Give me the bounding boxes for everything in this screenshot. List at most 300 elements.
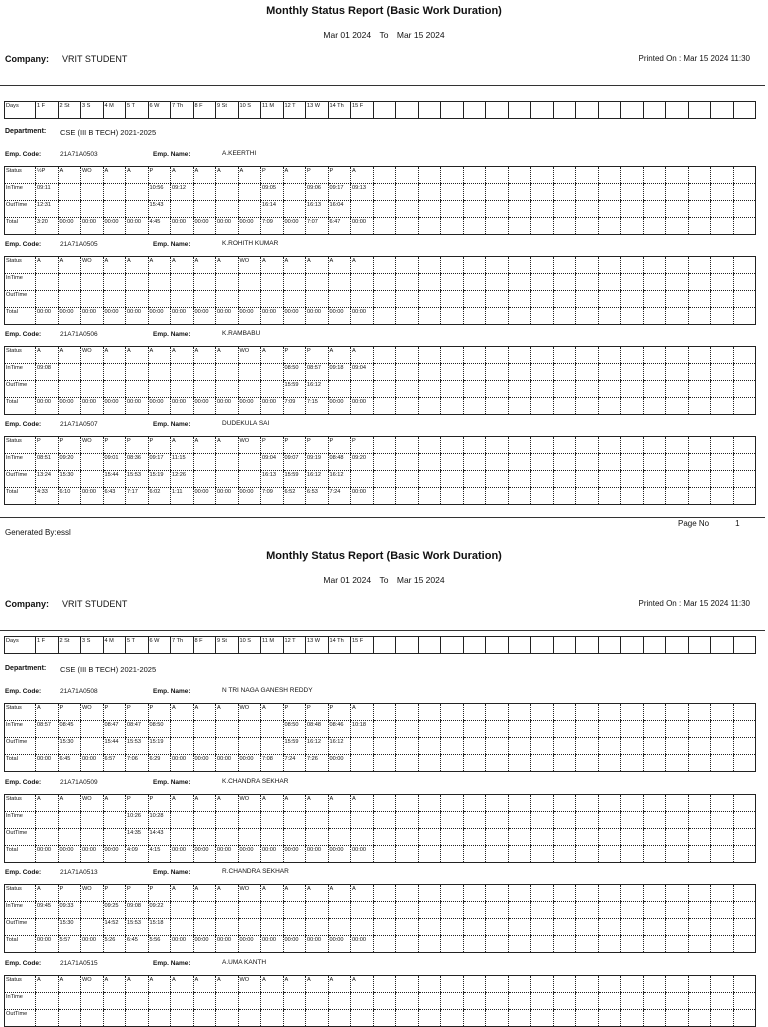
- day-cell-empty: [733, 721, 756, 738]
- day-cell-empty: [396, 488, 419, 505]
- day-cell-empty: [441, 184, 464, 201]
- day-cell: A: [36, 347, 59, 364]
- day-cell-empty: [463, 488, 486, 505]
- day-cell: 10:28: [148, 812, 171, 829]
- day-cell: 15:30: [58, 919, 81, 936]
- day-cell: P: [148, 437, 171, 454]
- row-label: OutTime: [5, 381, 36, 398]
- day-header: 2 St: [58, 102, 81, 119]
- day-cell-empty: [396, 308, 419, 325]
- day-header-empty: [643, 102, 666, 119]
- day-cell-empty: [373, 274, 396, 291]
- day-cell: P: [351, 437, 374, 454]
- day-cell: 00:00: [171, 398, 194, 415]
- day-cell-empty: [396, 704, 419, 721]
- total-row: [5, 488, 756, 505]
- day-cell-empty: [463, 184, 486, 201]
- day-cell: [306, 919, 329, 936]
- day-cell: A: [283, 976, 306, 993]
- day-cell-empty: [418, 381, 441, 398]
- day-cell-empty: [643, 201, 666, 218]
- emp-code-label: Emp. Code:: [5, 960, 42, 967]
- day-cell: 12:26: [171, 471, 194, 488]
- day-cell-empty: [418, 846, 441, 863]
- day-cell-empty: [463, 454, 486, 471]
- day-cell: [126, 993, 149, 1010]
- day-cell-empty: [576, 488, 599, 505]
- day-cell-empty: [553, 347, 576, 364]
- day-cell: WO: [238, 704, 261, 721]
- total-row: [5, 218, 756, 235]
- day-cell-empty: [441, 885, 464, 902]
- day-header-empty: [666, 637, 689, 654]
- day-cell-empty: [553, 976, 576, 993]
- day-cell: 00:00: [103, 218, 126, 235]
- day-cell: P: [126, 704, 149, 721]
- day-header-empty: [666, 102, 689, 119]
- day-cell-empty: [486, 721, 509, 738]
- day-cell: 08:50: [148, 721, 171, 738]
- day-cell-empty: [441, 437, 464, 454]
- day-cell: [103, 274, 126, 291]
- day-cell: [283, 902, 306, 919]
- day-cell: 12:31: [36, 201, 59, 218]
- printed-on: Printed On : Mar 15 2024 11:30: [638, 599, 750, 608]
- day-cell-empty: [576, 919, 599, 936]
- period-to: Mar 15 2024: [396, 30, 445, 40]
- day-cell-empty: [643, 167, 666, 184]
- day-cell-empty: [463, 829, 486, 846]
- day-cell-empty: [463, 364, 486, 381]
- day-cell-empty: [508, 381, 531, 398]
- day-cell: [238, 364, 261, 381]
- day-cell: 09:12: [171, 184, 194, 201]
- day-cell-empty: [396, 721, 419, 738]
- day-cell: 00:00: [351, 846, 374, 863]
- day-cell-empty: [643, 936, 666, 953]
- day-cell: [306, 812, 329, 829]
- attendance-table: [4, 703, 756, 772]
- day-cell-empty: [508, 257, 531, 274]
- day-cell-empty: [621, 167, 644, 184]
- day-cell-empty: [666, 885, 689, 902]
- day-cell: [351, 902, 374, 919]
- day-cell-empty: [733, 364, 756, 381]
- day-cell: 15:44: [103, 471, 126, 488]
- intime-row: [5, 812, 756, 829]
- day-cell: 08:57: [306, 364, 329, 381]
- day-cell: A: [193, 257, 216, 274]
- day-cell: [261, 721, 284, 738]
- day-cell-empty: [621, 471, 644, 488]
- row-label: OutTime: [5, 738, 36, 755]
- day-cell: 16:12: [328, 738, 351, 755]
- day-cell-empty: [576, 738, 599, 755]
- day-cell-empty: [531, 812, 554, 829]
- day-cell: A: [328, 976, 351, 993]
- day-cell: A: [36, 795, 59, 812]
- day-header: 13 W: [306, 637, 329, 654]
- day-cell-empty: [463, 902, 486, 919]
- day-cell: A: [193, 976, 216, 993]
- day-cell: [351, 381, 374, 398]
- day-header-empty: [463, 102, 486, 119]
- status-row: [5, 167, 756, 184]
- day-cell-empty: [688, 347, 711, 364]
- day-cell-empty: [396, 274, 419, 291]
- day-cell-empty: [643, 291, 666, 308]
- day-cell-empty: [373, 437, 396, 454]
- day-cell: 10:18: [351, 721, 374, 738]
- day-cell: 09:33: [58, 902, 81, 919]
- day-cell-empty: [508, 167, 531, 184]
- day-header-empty: [711, 102, 734, 119]
- day-cell-empty: [711, 201, 734, 218]
- day-cell-empty: [711, 919, 734, 936]
- day-cell: WO: [81, 795, 104, 812]
- day-cell-empty: [621, 488, 644, 505]
- day-cell: 00:00: [81, 218, 104, 235]
- day-cell-empty: [666, 437, 689, 454]
- day-cell-empty: [576, 437, 599, 454]
- emp-code-label: Emp. Code:: [5, 869, 42, 876]
- day-cell-empty: [463, 812, 486, 829]
- day-cell-empty: [463, 167, 486, 184]
- day-cell-empty: [666, 381, 689, 398]
- day-header-empty: [531, 102, 554, 119]
- day-cell: P: [283, 347, 306, 364]
- day-cell: 14:35: [126, 829, 149, 846]
- day-cell-empty: [418, 488, 441, 505]
- day-cell: A: [328, 885, 351, 902]
- day-cell-empty: [598, 755, 621, 772]
- day-cell-empty: [486, 291, 509, 308]
- day-cell: [351, 291, 374, 308]
- day-cell: A: [193, 704, 216, 721]
- day-cell-empty: [441, 755, 464, 772]
- day-cell-empty: [463, 308, 486, 325]
- day-cell: [283, 993, 306, 1010]
- day-cell-empty: [598, 218, 621, 235]
- day-cell: 6:10: [58, 488, 81, 505]
- row-label: Status: [5, 437, 36, 454]
- day-cell: A: [103, 795, 126, 812]
- day-cell-empty: [711, 471, 734, 488]
- day-cell-empty: [441, 398, 464, 415]
- day-cell: [171, 919, 194, 936]
- day-cell: 08:48: [328, 454, 351, 471]
- day-cell-empty: [688, 184, 711, 201]
- day-header: 11 M: [261, 637, 284, 654]
- day-cell-empty: [418, 919, 441, 936]
- day-cell: [328, 919, 351, 936]
- day-cell: WO: [238, 347, 261, 364]
- day-cell: [81, 471, 104, 488]
- attendance-table: [4, 794, 756, 863]
- day-cell-empty: [666, 274, 689, 291]
- emp-code-label: Emp. Code:: [5, 331, 42, 338]
- day-cell-empty: [576, 274, 599, 291]
- day-cell-empty: [508, 902, 531, 919]
- day-cell-empty: [711, 846, 734, 863]
- day-cell: 00:00: [351, 398, 374, 415]
- day-cell-empty: [373, 812, 396, 829]
- day-cell: 00:00: [306, 308, 329, 325]
- day-cell-empty: [373, 488, 396, 505]
- day-cell-empty: [711, 454, 734, 471]
- day-cell-empty: [688, 454, 711, 471]
- day-cell: [193, 721, 216, 738]
- period-from: Mar 01 2024: [323, 30, 372, 40]
- day-cell: 00:00: [328, 308, 351, 325]
- day-cell: 00:00: [328, 846, 351, 863]
- day-cell: A: [283, 795, 306, 812]
- day-cell: 6:52: [283, 488, 306, 505]
- emp-code-label: Emp. Code:: [5, 241, 42, 248]
- day-cell: A: [261, 885, 284, 902]
- day-cell-empty: [553, 829, 576, 846]
- day-cell-empty: [508, 829, 531, 846]
- day-cell: P: [306, 704, 329, 721]
- day-header-empty: [486, 102, 509, 119]
- day-cell: 16:14: [261, 201, 284, 218]
- day-cell-empty: [373, 167, 396, 184]
- day-cell-empty: [396, 381, 419, 398]
- day-cell-empty: [396, 398, 419, 415]
- day-cell: [283, 829, 306, 846]
- day-header-empty: [418, 102, 441, 119]
- day-cell-empty: [531, 291, 554, 308]
- day-cell: [103, 993, 126, 1010]
- day-cell-empty: [688, 308, 711, 325]
- day-cell: 15:19: [148, 471, 171, 488]
- day-cell: 00:00: [193, 488, 216, 505]
- day-cell: [306, 274, 329, 291]
- period-to-label: To: [379, 575, 389, 585]
- day-cell-empty: [688, 398, 711, 415]
- day-cell: A: [126, 347, 149, 364]
- day-cell: [103, 381, 126, 398]
- day-cell-empty: [463, 795, 486, 812]
- day-cell-empty: [531, 398, 554, 415]
- day-cell-empty: [733, 976, 756, 993]
- day-cell-empty: [576, 257, 599, 274]
- day-cell-empty: [418, 454, 441, 471]
- day-cell-empty: [733, 919, 756, 936]
- day-cell: 4:33: [36, 488, 59, 505]
- day-cell-empty: [441, 257, 464, 274]
- day-cell-empty: [418, 902, 441, 919]
- day-cell-empty: [463, 993, 486, 1010]
- day-cell-empty: [643, 218, 666, 235]
- day-cell: P: [103, 885, 126, 902]
- day-cell: [351, 919, 374, 936]
- day-cell: 00:00: [193, 218, 216, 235]
- day-cell: A: [171, 437, 194, 454]
- day-cell: [81, 381, 104, 398]
- day-cell-empty: [553, 381, 576, 398]
- day-cell: [171, 738, 194, 755]
- row-label: InTime: [5, 364, 36, 381]
- day-cell-empty: [441, 993, 464, 1010]
- day-cell-empty: [553, 364, 576, 381]
- day-cell-empty: [621, 738, 644, 755]
- day-cell-empty: [688, 471, 711, 488]
- day-cell-empty: [598, 885, 621, 902]
- day-cell-empty: [733, 167, 756, 184]
- day-cell-empty: [418, 274, 441, 291]
- day-cell: WO: [81, 167, 104, 184]
- day-cell-empty: [418, 364, 441, 381]
- day-cell-empty: [598, 308, 621, 325]
- day-cell-empty: [418, 398, 441, 415]
- day-cell: [36, 291, 59, 308]
- day-cell-empty: [441, 704, 464, 721]
- day-cell: 08:50: [283, 364, 306, 381]
- day-cell: [238, 829, 261, 846]
- row-label: Status: [5, 347, 36, 364]
- day-cell-empty: [418, 291, 441, 308]
- day-header: 10 S: [238, 102, 261, 119]
- day-cell-empty: [508, 846, 531, 863]
- day-cell-empty: [463, 398, 486, 415]
- day-cell-empty: [486, 167, 509, 184]
- day-cell: 6:53: [306, 488, 329, 505]
- day-cell-empty: [508, 795, 531, 812]
- day-cell-empty: [441, 829, 464, 846]
- day-cell: A: [306, 257, 329, 274]
- day-cell: [216, 829, 239, 846]
- day-cell: WO: [81, 257, 104, 274]
- day-cell: P: [126, 437, 149, 454]
- day-cell-empty: [396, 902, 419, 919]
- day-cell-empty: [576, 454, 599, 471]
- day-cell: A: [126, 167, 149, 184]
- day-cell-empty: [666, 347, 689, 364]
- day-cell-empty: [441, 347, 464, 364]
- day-cell-empty: [598, 846, 621, 863]
- day-cell-empty: [688, 364, 711, 381]
- emp-code-label: Emp. Code:: [5, 421, 42, 428]
- day-cell: [306, 291, 329, 308]
- day-cell-empty: [711, 829, 734, 846]
- status-row: [5, 437, 756, 454]
- day-cell: 00:00: [216, 755, 239, 772]
- day-cell: 14:52: [103, 919, 126, 936]
- day-cell-empty: [733, 936, 756, 953]
- day-cell-empty: [576, 829, 599, 846]
- day-cell: 09:05: [261, 184, 284, 201]
- day-cell: [328, 902, 351, 919]
- day-cell: [81, 184, 104, 201]
- day-cell-empty: [733, 291, 756, 308]
- day-cell: 00:00: [81, 936, 104, 953]
- day-cell: 00:00: [216, 308, 239, 325]
- day-cell: 10:56: [148, 184, 171, 201]
- day-cell-empty: [576, 704, 599, 721]
- day-cell-empty: [418, 993, 441, 1010]
- day-cell: [351, 274, 374, 291]
- row-label: InTime: [5, 902, 36, 919]
- day-cell-empty: [666, 704, 689, 721]
- day-cell: [216, 919, 239, 936]
- day-cell-empty: [733, 274, 756, 291]
- day-cell-empty: [508, 201, 531, 218]
- day-cell-empty: [418, 704, 441, 721]
- day-cell: 00:00: [103, 846, 126, 863]
- day-cell: [351, 993, 374, 1010]
- day-cell: 00:00: [81, 846, 104, 863]
- day-cell: [283, 201, 306, 218]
- attendance-table: [4, 166, 756, 235]
- day-cell: 7:26: [306, 755, 329, 772]
- day-cell-empty: [643, 885, 666, 902]
- day-cell: A: [306, 795, 329, 812]
- day-cell-empty: [373, 936, 396, 953]
- day-cell-empty: [531, 218, 554, 235]
- day-cell-empty: [373, 976, 396, 993]
- days-label: Days: [6, 638, 19, 644]
- day-cell: [261, 829, 284, 846]
- day-cell-empty: [643, 738, 666, 755]
- day-cell: A: [216, 257, 239, 274]
- day-cell-empty: [666, 291, 689, 308]
- day-cell-empty: [396, 919, 419, 936]
- day-cell: 00:00: [58, 308, 81, 325]
- day-cell-empty: [418, 437, 441, 454]
- row-label: OutTime: [5, 829, 36, 846]
- day-header-empty: [688, 637, 711, 654]
- day-cell-empty: [733, 993, 756, 1010]
- day-cell-empty: [621, 936, 644, 953]
- day-cell: [238, 454, 261, 471]
- day-cell-empty: [396, 738, 419, 755]
- day-cell: 15:19: [148, 738, 171, 755]
- day-cell-empty: [733, 308, 756, 325]
- day-header: 14 Th: [328, 102, 351, 119]
- day-cell-empty: [711, 704, 734, 721]
- day-cell-empty: [508, 721, 531, 738]
- day-cell: 00:00: [171, 755, 194, 772]
- day-cell-empty: [576, 885, 599, 902]
- day-cell-empty: [531, 308, 554, 325]
- day-cell-empty: [666, 257, 689, 274]
- day-header-empty: [396, 637, 419, 654]
- day-cell-empty: [508, 308, 531, 325]
- day-cell-empty: [666, 993, 689, 1010]
- day-header: 14 Th: [328, 637, 351, 654]
- page-divider: [0, 517, 765, 518]
- day-cell-empty: [553, 437, 576, 454]
- day-cell-empty: [621, 704, 644, 721]
- status-row: [5, 885, 756, 902]
- company-name: VRIT STUDENT: [62, 54, 128, 64]
- day-cell: 16:04: [328, 201, 351, 218]
- day-cell: A: [328, 795, 351, 812]
- emp-code: 21A71A0507: [60, 421, 98, 428]
- day-cell-empty: [598, 976, 621, 993]
- day-cell: [283, 919, 306, 936]
- day-cell: P: [148, 795, 171, 812]
- day-cell: [36, 274, 59, 291]
- day-cell-empty: [688, 721, 711, 738]
- day-cell-empty: [486, 381, 509, 398]
- day-cell: A: [238, 167, 261, 184]
- day-cell: 7:24: [283, 755, 306, 772]
- day-cell-empty: [441, 167, 464, 184]
- day-cell-empty: [553, 704, 576, 721]
- day-cell-empty: [441, 936, 464, 953]
